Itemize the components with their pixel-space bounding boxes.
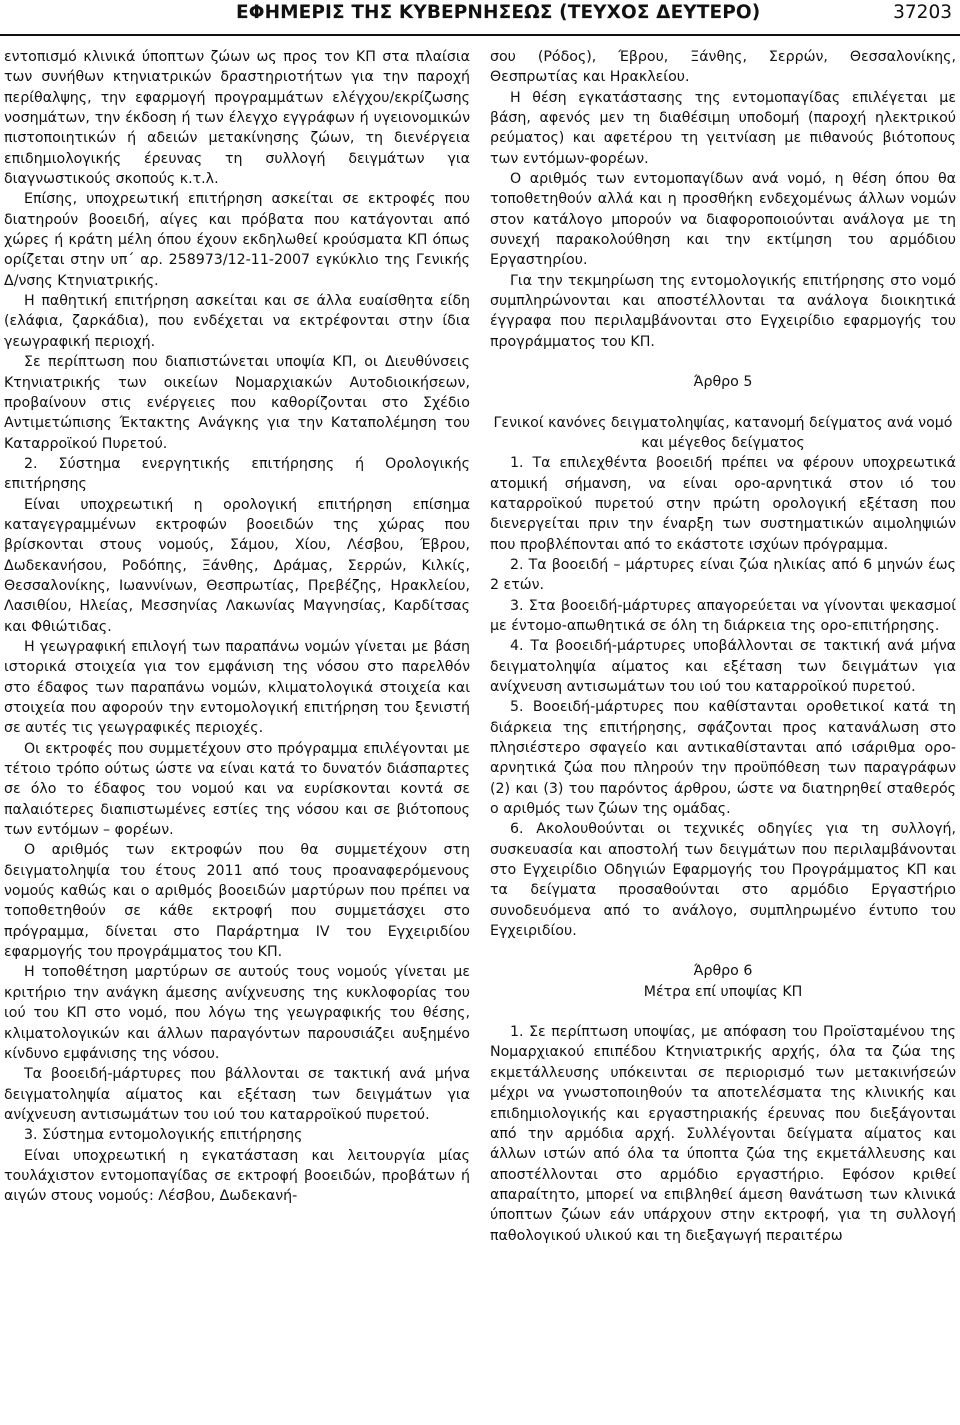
article-title: Άρθρο 5 — [693, 374, 753, 391]
paragraph: Για την τεκμηρίωση της εντομολογικής επιτήρησης στο νομό συμπληρώνονται και αποστέλλονται τα ανάλογα διοικητικά έγγραφα που περιλαμβάνονται στο Εγχειρίδιο εφαρμογής του προγράμματος του ΚΠ. — [490, 272, 956, 350]
paragraph: Οι εκτροφές που συμμετέχουν στο πρόγραμμα επιλέγονται με τέτοιο τρόπο ούτως ώστε να είναι κατά το δυνατόν διάσπαρτες σε όλο το έδαφος του νομού και να ευρίσκονται κοντά σε παλαιότερες διαπιστωμένες εστίες της νόσου και σε βιότοπους των εντόμων – φορέων. — [4, 740, 470, 839]
paragraph: Η παθητική επιτήρηση ασκείται και σε άλλα ευαίσθητα είδη (ελάφια, ζαρκάδια), που ενδέχεται να εκτρέφονται στην ίδια γεωγραφική περιοχή. — [4, 293, 470, 350]
paragraph: Η γεωγραφική επιλογή των παραπάνω νομών γίνεται με βάση ιστορικά στοιχεία για τον εμφάνιση της νόσου στο παρελθόν στο έδαφος των παραπάνω νομών, κλιματολογικά στοιχεία και στοιχεία που αφορούν την εντομολογική επιτήρηση του ξενιστή σε αυτές τις γεωγραφικές περιοχές. — [4, 638, 470, 737]
paragraph: 5. Βοοειδή-μάρτυρες που καθίστανται οροθετικοί κατά τη διάρκεια της επιτήρησης, σφάζονται προς κατανάλωση στο πλησιέστερο σφαγείο και αντικαθίστανται από ισάριθμα ορο-αρνητικά ζώα που πληρούν την προϋπόθεση των παραγράφων (2) και (3) του παρόντος άρθρου, ώστε να διατηρηθεί σταθερός ο αριθμός των ζώων της ομάδας. — [490, 699, 956, 818]
paragraph: σου (Ρόδος), Έβρου, Ξάνθης, Σερρών, Θεσσαλονίκης, Θεσπρωτίας και Ηρακλείου. — [490, 49, 956, 86]
paragraph: εντοπισμό κλινικά ύποπτων ζώων ως προς τον ΚΠ στα πλαίσια των συνήθων κτηνιατρικών δραστηριοτήτων για την παροχή περίθαλψης, την εφαρμογή προγραμμάτων ελέγχου/εκρίζωσης νοσημάτων, την έκδοση ή των έλεγχο εγγράφων ή υγειονομικών πιστοποιητικών ή αδειών μετακίνησης ζώων, τη διενέργεια επιδημιολογικής έρευνας τη συλλογή δειγμάτων για διαγνωστικούς σκοπούς κ.τ.λ. — [4, 49, 470, 188]
paragraph: Είναι υποχρεωτική η ορολογική επιτήρηση επίσημα καταγεγραμμένων εκτροφών βοοειδών της χώρας που βρίσκονται στους νομούς, Σάμου, Χίου, Λέσβου, Έβρου, Δωδεκανήσου, Ροδόπης, Ξάνθης, Δράμας, Σερρών, Κιλκίς, Θεσσαλονίκης, Ιωαννίνων, Θεσπρωτίας, Πρεβέζης, Ηρακλείου, Λασιθίου, Ηλείας, Μεσσηνίας Λακωνίας Μαγνησίας, Καρδίτσας και Φθιώτιδας. — [4, 496, 470, 635]
section-heading: 3. Σύστημα εντομολογικής επιτήρησης — [24, 1127, 303, 1144]
paragraph: Επίσης, υποχρεωτική επιτήρηση ασκείται σε εκτροφές που διατηρούν βοοειδή, αίγες και πρόβατα που κατάγονται από χώρες ή κράτη μέλη όπου έχουν εκδηλωθεί κρούσματα ΚΠ όπως ορίζεται στην υπ΄ αρ. 258973/12-11-2007 εγκύκλιο της Γενικής Δ/νσης Κτηνιατρικής. — [4, 191, 470, 289]
paragraph: Σε περίπτωση που διαπιστώνεται υποψία ΚΠ, οι Διευθύνσεις Κτηνιατρικής των οικείων Νομαρχιακών Αυτοδιοικήσεων, προβαίνουν στις ενέργειες που καθορίζονται στο Σχέδιο Αντιμετώπισης Έκτακτης Ανάγκης για την Καταπολέμηση του Καταρροϊκού Πυρετού. — [4, 354, 470, 452]
spacer — [490, 393, 956, 413]
spacer — [490, 352, 956, 372]
paragraph: 3. Στα βοοειδή-μάρτυρες απαγορεύεται να γίνονται ψεκασμοί με έντομο-απωθητικά σε όλη τη διάρκεια της ορο-επιτήρησης. — [490, 597, 956, 634]
spacer — [490, 941, 956, 961]
paragraph: Τα βοοειδή-μάρτυρες που βάλλονται σε τακτική ανά μήνα δειγματοληψία αίματος και εξέταση των δειγμάτων για ανίχνευση αντισωμάτων του ιού του καταρροϊκού πυρετού. — [4, 1066, 470, 1123]
paragraph: 4. Τα βοοειδή-μάρτυρες υποβάλλονται σε τακτική ανά μήνα δειγματοληψία αίματος και εξέταση των δειγμάτων για ανίχνευση αντισωμάτων του ιού του καταρροϊκού πυρετού. — [490, 638, 956, 695]
page-number: 37203 — [893, 2, 952, 23]
paragraph: Ο αριθμός των εντομοπαγίδων ανά νομό, η θέση όπου θα τοποθετηθούν αλλά και η προσθήκη ενδεχομένως άλλων νομών στον κατάλογο μπορούν να διαφοροποιούνται ανάλογα με τη συνεχή παρακολούθηση και την εκτίμηση του αρμόδιου Εργαστηρίου. — [490, 171, 956, 269]
paragraph: Είναι υποχρεωτική η εγκατάσταση και λειτουργία μίας τουλάχιστον εντομοπαγίδας σε εκτροφή βοοειδών, προβάτων ή αιγών στους νομούς: Λέσβου, Δωδεκανή- — [4, 1147, 470, 1205]
right-column — [490, 47, 956, 1246]
gazette-title: ΕΦΗΜΕΡΙΣ ΤΗΣ ΚΥΒΕΡΝΗΣΕΩΣ (ΤΕΥΧΟΣ ΔΕΥΤΕΡΟ) — [236, 2, 761, 23]
article-subtitle: Μέτρα επί υποψίας ΚΠ — [643, 983, 803, 1000]
paragraph: 6. Ακολουθούνται οι τεχνικές οδηγίες για τη συλλογή, συσκευασία και αποστολή των δειγμάτων που περιλαμβάνονται στο Εγχειρίδιο Οδηγιών Εφαρμογής του Προγράμματος ΚΠ και τα δείγματα προσαθούνται στο αρμόδιο Εργαστήριο συνοδευόμενα από το ανάλογο, συμπληρωμένο έντυπο του Εγχειριδίου. — [490, 821, 956, 940]
article-title: Άρθρο 6 — [693, 963, 753, 980]
paragraph: Η τοποθέτηση μαρτύρων σε αυτούς τους νομούς γίνεται με κριτήριο την ανάγκη άμεσης ανίχνευσης της κυκλοφορίας του ιού του ΚΠ στο νομό, που λόγω της γεωγραφικής του θέσης, κλιματολογικών και άλλων παραγόντων παρουσιάζει αυξημένο κίνδυνο εμφάνισης της νόσου. — [4, 964, 470, 1062]
article-subtitle: Γενικοί κανόνες δειγματοληψίας, κατανομή δείγματος ανά νομό και μέγεθος δείγματος — [493, 414, 953, 451]
spacer — [490, 1002, 956, 1022]
paragraph: 1. Τα επιλεχθέντα βοοειδή πρέπει να φέρουν υποχρεωτικά ατομική σήμανση, να είναι ορο-αρνητικά στον ιό του καταρροϊκού πυρετού στην πρώτη ορολογική εξέταση που διενεργείται πριν την έναρξη των συστηματικών αιμοληψιών που προβλέπονται από το εκάστοτε ισχύων πρόγραμμα. — [490, 455, 956, 553]
left-column — [4, 47, 470, 1207]
paragraph: 1. Σε περίπτωση υποψίας, με απόφαση του Προϊσταμένου της Νομαρχιακού επιπέδου Κτηνιατρικής αρχής, όλα τα ζώα της εκμετάλλευσης υπόκεινται σε περιορισμό των μετακινήσεών μέχρι να γνωστοποιηθούν τα αποτελέσματα της κλινικής και επιδημιολογικής και εργαστηριακής έρευνας που διεξάγονται από την αρμόδια αρχή. Συλλέγονται δείγματα αίματος και άλλων ιστών από όλα τα ύποπτα ζώα της εκμετάλλευσης και αποστέλλονται στο αρμόδιο εργαστήριο. Εφόσον κριθεί απαραίτητο, μπορεί να επιβληθεί άμεση θανάτωση των κλινικά ύποπτων ζώων εάν υπάρχουν στην εκτροφή, για τη συλλογή παθολογικού υλικού και τη διεξαγωγή περαιτέρω — [490, 1024, 956, 1244]
section-heading: 2. Σύστημα ενεργητικής επιτήρησης ή Ορολογικής επιτήρησης — [4, 455, 470, 493]
page-header — [0, 0, 960, 36]
paragraph: Η θέση εγκατάστασης της εντομοπαγίδας επιλέγεται με βάση, αφενός μεν τη διαθέσιμη υποδομή (παροχή ηλεκτρικού ρεύματος) και αφετέρου τη γειτνίαση με πιθανούς βιότοπους των εντόμων-φορέων. — [490, 89, 956, 167]
paragraph: 2. Τα βοοειδή – μάρτυρες είναι ζώα ηλικίας από 6 μηνών έως 2 ετών. — [490, 556, 956, 594]
paragraph: Ο αριθμός των εκτροφών που θα συμμετέχουν στη δειγματοληψία του έτους 2011 από τους προαναφερόμενους νομούς καθώς και ο αριθμός βοοειδών μαρτύρων που πρέπει να τοποθετηθούν σε κάθε εκτροφή που συμμετάσχει στο πρόγραμμα, δίνεται στο Παράρτημα IV του Εγχειριδίου εφαρμογής του προγράμματος του ΚΠ. — [4, 842, 470, 961]
